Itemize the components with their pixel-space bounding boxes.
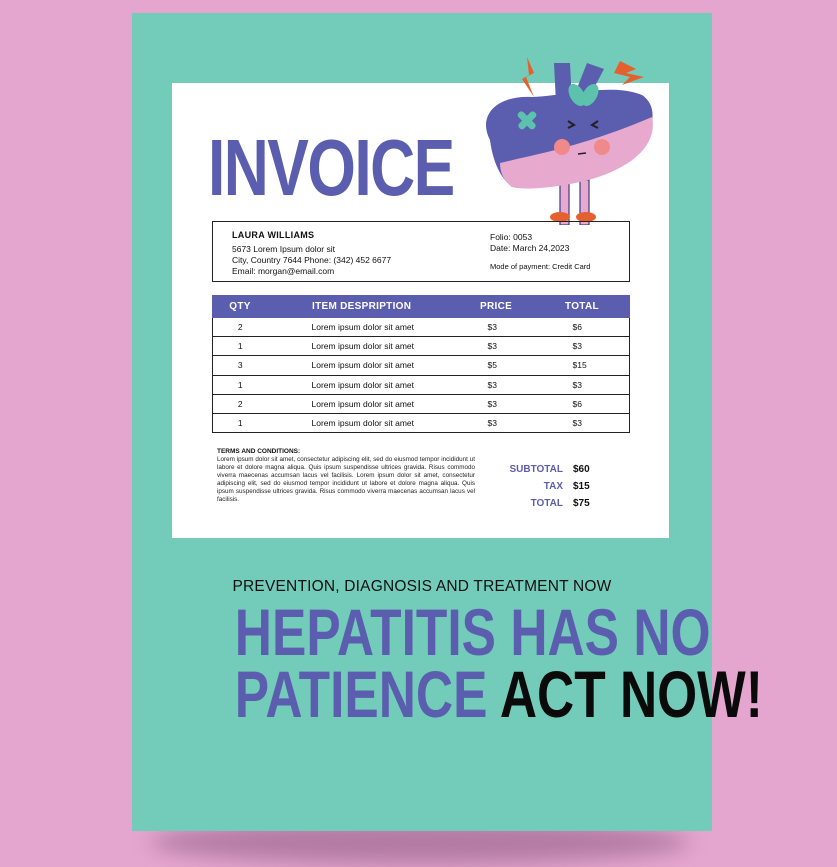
cell-qty: 1 xyxy=(213,337,268,356)
headline-patience: PATIENCE xyxy=(234,657,488,731)
tax-value: $15 xyxy=(573,481,590,492)
header-qty: QTY xyxy=(213,296,268,318)
header-price: PRICE xyxy=(438,296,528,318)
items-table xyxy=(212,295,630,433)
header-total: TOTAL xyxy=(528,296,630,318)
invoice-title: INVOICE xyxy=(208,123,454,212)
headline-line-2 xyxy=(234,657,763,731)
table-row xyxy=(213,375,630,394)
cell-qty: 1 xyxy=(213,375,268,394)
liver-mascot-icon xyxy=(472,55,662,225)
cell-price: $3 xyxy=(438,318,528,337)
cell-qty: 3 xyxy=(213,356,268,375)
cell-price: $3 xyxy=(438,394,528,413)
address-line-1: 5673 Lorem Ipsum dolor sit xyxy=(232,244,335,254)
invoice-date: Date: March 24,2023 xyxy=(490,243,570,253)
cell-total: $3 xyxy=(528,337,630,356)
terms-body: Lorem ipsum dolor sit amet, consectetur adipiscing elit, sed do eiusmod tempor incididunt ut labore et dolore magna aliqua. Quis ipsum suspendisse ultrices gravida. Risus commodo viverra maecenas accumsan lacus vel facilisis. Lorem ipsum dolor sit amet, consectetur adipiscing elit, sed do eiusmod tempor incididunt ut labore et dolore magna aliqua. Quis ipsum suspendisse ultrices gravida. Risus commodo viverra maecenas accumsan lacus vel facilisis. xyxy=(217,456,475,504)
poster xyxy=(132,13,763,831)
header-description: ITEM DESPRIPTION xyxy=(268,296,438,318)
cell-total: $3 xyxy=(528,375,630,394)
table-row xyxy=(213,413,630,432)
total-value: $75 xyxy=(573,498,590,509)
table-header-row xyxy=(213,296,630,318)
email-line: Email: morgan@email.com xyxy=(232,266,335,276)
table-row xyxy=(213,394,630,413)
cell-qty: 2 xyxy=(213,394,268,413)
cell-description: Lorem ipsum dolor sit amet xyxy=(268,337,438,356)
cell-description: Lorem ipsum dolor sit amet xyxy=(268,413,438,432)
customer-name: LAURA WILLIAMS xyxy=(232,230,315,240)
cell-description: Lorem ipsum dolor sit amet xyxy=(268,318,438,337)
cell-qty: 1 xyxy=(213,413,268,432)
cell-price: $3 xyxy=(438,337,528,356)
table-row xyxy=(213,318,630,337)
subtotal-value: $60 xyxy=(573,464,590,475)
cell-total: $3 xyxy=(528,413,630,432)
address-line-2: City, Country 7644 Phone: (342) 452 6677 xyxy=(232,255,392,265)
terms-title: TERMS AND CONDITIONS: xyxy=(217,448,301,455)
cell-description: Lorem ipsum dolor sit amet xyxy=(268,356,438,375)
headline-line-1: HEPATITIS HAS NO xyxy=(234,595,711,669)
cell-total: $6 xyxy=(528,318,630,337)
payment-mode: Mode of payment: Credit Card xyxy=(490,262,591,271)
tax-label: TAX xyxy=(543,481,563,492)
cell-qty: 2 xyxy=(213,318,268,337)
invoice-sheet xyxy=(172,83,669,538)
cell-description: Lorem ipsum dolor sit amet xyxy=(268,375,438,394)
cell-description: Lorem ipsum dolor sit amet xyxy=(268,394,438,413)
table-row xyxy=(213,337,630,356)
headline-act-now: ACT NOW! xyxy=(499,657,763,731)
campaign-headline xyxy=(234,595,763,731)
total-label: TOTAL xyxy=(530,498,563,509)
cell-total: $15 xyxy=(528,356,630,375)
campaign-subtitle: PREVENTION, DIAGNOSIS AND TREATMENT NOW xyxy=(232,578,612,595)
billing-box xyxy=(212,221,630,282)
cell-price: $5 xyxy=(438,356,528,375)
cell-price: $3 xyxy=(438,375,528,394)
subtotal-label: SUBTOTAL xyxy=(509,464,563,475)
table-row xyxy=(213,356,630,375)
folio: Folio: 0053 xyxy=(490,232,533,242)
cell-price: $3 xyxy=(438,413,528,432)
cell-total: $6 xyxy=(528,394,630,413)
